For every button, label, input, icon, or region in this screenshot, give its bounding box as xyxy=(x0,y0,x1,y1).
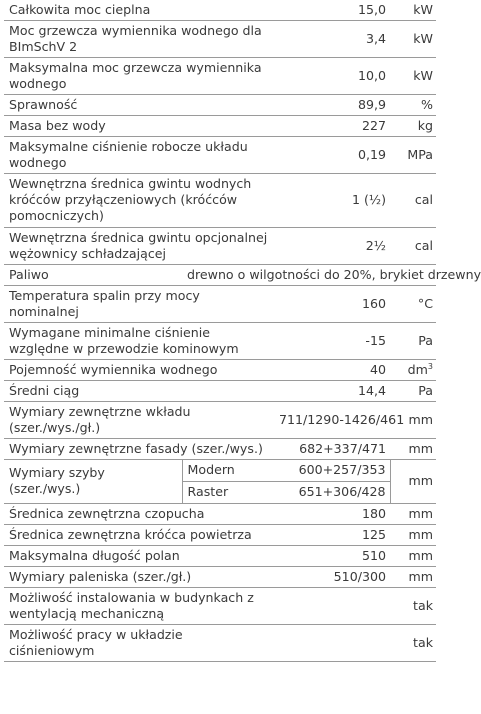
glass-variant-value: 600+257/353 xyxy=(274,460,390,482)
spec-unit: kW xyxy=(390,0,436,21)
spec-row-flue-temp xyxy=(4,286,436,323)
spec-row-glass-modern xyxy=(4,460,436,482)
spec-row-thread-diameter xyxy=(4,174,436,228)
spec-value: 1 (½) xyxy=(274,174,390,228)
spec-row-max-pressure xyxy=(4,137,436,174)
spec-row-efficiency xyxy=(4,95,436,116)
spec-unit: mm xyxy=(390,525,436,546)
spec-row-insert-dimensions xyxy=(4,402,436,439)
spec-value: 125 xyxy=(274,525,390,546)
spec-value: 15,0 xyxy=(274,0,390,21)
spec-row-facade-dimensions xyxy=(4,439,436,460)
spec-unit: mm xyxy=(390,460,436,504)
spec-value: -15 xyxy=(274,323,390,360)
spec-row-log-length xyxy=(4,546,436,567)
spec-row-total-power xyxy=(4,0,436,21)
spec-label: Maksymalna długość polan xyxy=(4,546,274,567)
spec-value: 2½ xyxy=(274,228,390,265)
spec-value: 14,4 xyxy=(274,381,390,402)
spec-unit xyxy=(390,360,436,381)
spec-value: 160 xyxy=(274,286,390,323)
spec-unit: tak xyxy=(390,625,436,662)
spec-value: 682+337/471 xyxy=(274,439,390,460)
spec-label: Wewnętrzna średnica gwintu opcjonalnej wężownicy schładzającej xyxy=(4,228,274,265)
glass-variant-name: Modern xyxy=(182,460,274,482)
spec-label: Wymiary zewnętrzne fasady (szer./wys.) xyxy=(4,439,274,460)
spec-unit: Pa xyxy=(390,323,436,360)
spec-label: Moc grzewcza wymiennika wodnego dla BImSchV 2 xyxy=(4,21,274,58)
spec-label: Paliwo xyxy=(4,265,182,286)
spec-label: Pojemność wymiennika wodnego xyxy=(4,360,274,381)
spec-row-mechanical-ventilation xyxy=(4,588,436,625)
spec-unit: °C xyxy=(390,286,436,323)
spec-row-chimney-pressure xyxy=(4,323,436,360)
spec-unit: MPa xyxy=(390,137,436,174)
spec-row-fuel xyxy=(4,265,436,286)
spec-row-firebox-dimensions xyxy=(4,567,436,588)
glass-variant-value: 651+306/428 xyxy=(274,482,390,504)
spec-row-max-water-power xyxy=(4,58,436,95)
spec-value: 3,4 xyxy=(274,21,390,58)
spec-label: Temperatura spalin przy mocy nominalnej xyxy=(4,286,274,323)
spec-label: Średnica zewnętrzna króćca powietrza xyxy=(4,525,274,546)
spec-value: 89,9 xyxy=(274,95,390,116)
glass-variant-name: Raster xyxy=(182,482,274,504)
spec-label: Masa bez wody xyxy=(4,116,274,137)
spec-unit: mm xyxy=(390,504,436,525)
spec-unit-exponent: 3 xyxy=(427,361,433,371)
spec-label: Średni ciąg xyxy=(4,381,274,402)
spec-unit: tak xyxy=(390,588,436,625)
spec-unit: kW xyxy=(390,21,436,58)
spec-unit: % xyxy=(390,95,436,116)
spec-label: Możliwość instalowania w budynkach z wentylacją mechaniczną xyxy=(4,588,274,625)
spec-row-draught xyxy=(4,381,436,402)
spec-row-water-capacity xyxy=(4,360,436,381)
spec-label: Wewnętrzna średnica gwintu wodnych króćców przyłączeniowych (króćców pomocniczych) xyxy=(4,174,274,228)
spec-value: 0,19 xyxy=(274,137,390,174)
spec-label: Wymiary szyby (szer./wys.) xyxy=(4,460,182,504)
spec-unit: mm xyxy=(390,402,436,439)
spec-value: 510/300 xyxy=(274,567,390,588)
spec-unit-base: dm xyxy=(407,361,428,377)
spec-value: 40 xyxy=(274,360,390,381)
spec-unit: mm xyxy=(390,439,436,460)
spec-unit: cal xyxy=(390,228,436,265)
spec-value: 711/1290-1426/461 xyxy=(274,402,390,439)
spec-label: Wymiary paleniska (szer./gł.) xyxy=(4,567,274,588)
spec-row-mass xyxy=(4,116,436,137)
spec-label: Maksymalna moc grzewcza wymiennika wodnego xyxy=(4,58,274,95)
spec-value: drewno o wilgotności do 20%, brykiet drzewny xyxy=(182,265,436,286)
spec-row-air-inlet-diameter xyxy=(4,525,436,546)
spec-unit: kW xyxy=(390,58,436,95)
spec-label: Sprawność xyxy=(4,95,274,116)
spec-label: Średnica zewnętrzna czopucha xyxy=(4,504,274,525)
spec-label: Całkowita moc cieplna xyxy=(4,0,274,21)
spec-unit: mm xyxy=(390,567,436,588)
spec-value: 510 xyxy=(274,546,390,567)
spec-row-coil-thread xyxy=(4,228,436,265)
spec-row-water-heat-power xyxy=(4,21,436,58)
spec-value: 10,0 xyxy=(274,58,390,95)
spec-unit: kg xyxy=(390,116,436,137)
spec-unit: cal xyxy=(390,174,436,228)
spec-row-flue-diameter xyxy=(4,504,436,525)
spec-label: Maksymalne ciśnienie robocze układu wodnego xyxy=(4,137,274,174)
spec-label: Wymiary zewnętrzne wkładu (szer./wys./gł.) xyxy=(4,402,274,439)
spec-value: 180 xyxy=(274,504,390,525)
spec-value: 227 xyxy=(274,116,390,137)
spec-row-pressure-system xyxy=(4,625,436,662)
spec-value xyxy=(274,588,390,625)
spec-unit: mm xyxy=(390,546,436,567)
specification-table xyxy=(4,0,481,662)
spec-value xyxy=(274,625,390,662)
spec-label: Wymagane minimalne ciśnienie względne w przewodzie kominowym xyxy=(4,323,274,360)
spec-unit: Pa xyxy=(390,381,436,402)
spec-label: Możliwość pracy w układzie ciśnieniowym xyxy=(4,625,274,662)
